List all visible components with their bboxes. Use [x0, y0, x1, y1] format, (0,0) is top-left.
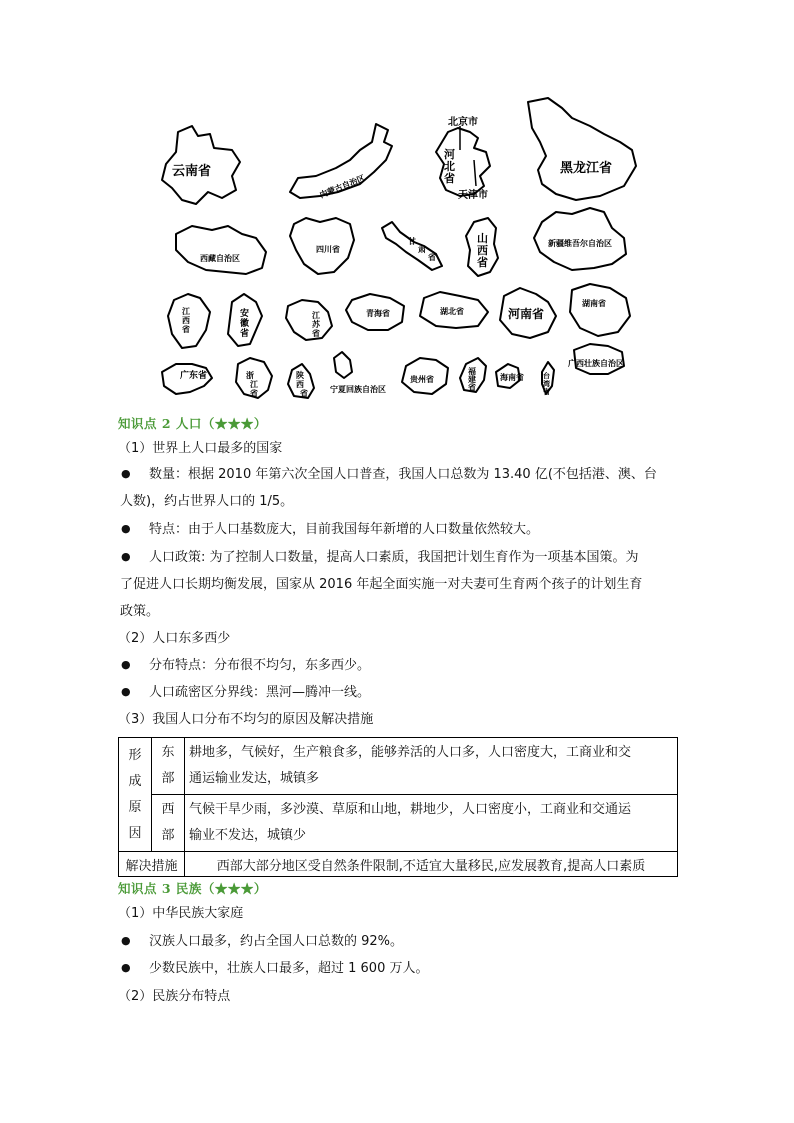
label-hunan: 湖南省	[582, 299, 606, 308]
label-zhejiang-2: 江	[250, 380, 258, 389]
ningxia-shape	[334, 352, 352, 378]
label-jiangxi-2: 西	[182, 316, 190, 325]
hunan-shape	[570, 284, 630, 336]
label-xizang: 西藏自治区	[200, 254, 240, 263]
label-jiangsu-3: 省	[312, 329, 320, 338]
label-xinjiang: 新疆维吾尔自治区	[548, 239, 612, 248]
label-shaanxi-3: 省	[300, 389, 308, 398]
section2-heading: 知识点 2 人口（★★★）	[118, 416, 267, 431]
distribution-feature: 分布特点：分布很不均匀，东多西少。	[149, 658, 371, 673]
label-taiwan-2: 湾	[543, 380, 550, 388]
xizang-shape	[176, 226, 266, 274]
label-guangxi: 广西壮族自治区	[568, 359, 624, 368]
section3-sub2: （2）民族分布特点	[118, 989, 231, 1004]
label-guangdong: 广东省	[180, 371, 208, 381]
section3-heading: 知识点 3 民族（★★★）	[118, 881, 267, 896]
east-description-cell: 耕地多，气候好，生产粮食多，能够养活的人口多，人口密度大，工商业和交 通运输业发达，城镇多	[185, 738, 678, 795]
label-hebei-1: 河	[444, 148, 455, 161]
section2-sub2: （2）人口东多西少	[118, 631, 231, 646]
zhuang-population: 少数民族中，壮族人口最多，超过 1 600 万人。	[149, 961, 429, 976]
label-hubei: 湖北省	[440, 307, 464, 316]
east-label-cell: 东 部	[152, 738, 185, 795]
label-anhui-1: 安	[240, 309, 250, 319]
solution-text-cell: 西部大部分地区受自然条件限制,不适宜大量移民,应发展教育,提高人口素质	[185, 852, 678, 877]
heilongjiang-shape	[528, 98, 636, 200]
population-policy-line2: 了促进人口长期均衡发展，国家从 2016 年起全面实施一对夫妻可生育两个孩子的计划生育	[120, 577, 643, 592]
solution-label-cell: 解决措施	[119, 852, 185, 877]
label-hainan: 海南省	[500, 373, 524, 382]
label-qinghai: 青海省	[366, 309, 390, 318]
label-fujian-3: 省	[468, 383, 476, 392]
label-ningxia: 宁夏回族自治区	[330, 385, 386, 394]
label-tianjin: 天津市	[458, 190, 488, 201]
label-anhui-3: 省	[240, 329, 250, 339]
label-hebei-3: 省	[444, 172, 455, 185]
label-gansu-2: 肃	[418, 245, 426, 254]
population-count-line2: 人数)，约占世界人口的 1/5。	[120, 494, 294, 509]
label-shaanxi-1: 陕	[296, 371, 304, 380]
west-description-cell: 气候干旱少雨，多沙漠、草原和山地，耕地少，人口密度小，工商业和交通运 输业不发达，城镇少	[185, 795, 678, 852]
label-jiangsu-2: 苏	[312, 320, 320, 329]
label-shanxi-3: 省	[477, 256, 488, 269]
label-guizhou: 贵州省	[410, 375, 434, 384]
density-boundary: 人口疏密区分界线：黑河—腾冲一线。	[149, 685, 371, 700]
label-gansu-1: 甘	[408, 237, 416, 246]
han-population: 汉族人口最多，约占全国人口总数的 92%。	[149, 934, 404, 949]
label-neimenggu: 内蒙古自治区	[318, 173, 367, 200]
label-beijing: 北京市	[448, 117, 478, 128]
bullet-icon: ●	[121, 467, 131, 480]
population-reason-table	[118, 737, 678, 877]
bullet-icon: ●	[121, 934, 131, 947]
label-hebei-2: 北	[444, 160, 455, 173]
label-fujian-2: 建	[468, 375, 476, 384]
section3-sub1: （1）中华民族大家庭	[118, 906, 244, 921]
population-policy-line3: 政策。	[120, 604, 160, 619]
label-taiwan-1: 台	[543, 372, 550, 380]
section2-sub1: （1）世界上人口最多的国家	[118, 441, 283, 456]
population-feature: 特点：由于人口基数庞大，目前我国每年新增的人口数量依然较大。	[149, 522, 540, 537]
bullet-icon: ●	[121, 961, 131, 974]
cause-label-cell: 形 成 原 因	[119, 738, 152, 852]
bullet-icon: ●	[121, 522, 131, 535]
west-label-cell: 西 部	[152, 795, 185, 852]
label-jiangxi-3: 省	[182, 325, 190, 334]
label-zhejiang-3: 省	[250, 389, 258, 398]
label-henan: 河南省	[508, 307, 545, 321]
gansu-shape	[382, 222, 442, 270]
bullet-icon: ●	[121, 550, 131, 563]
label-shaanxi-2: 西	[296, 380, 304, 389]
label-taiwan-3: 省	[543, 388, 550, 396]
label-fujian-1: 福	[468, 367, 476, 376]
population-policy-line1: 人口政策: 为了控制人口数量，提高人口素质，我国把计划生育作为一项基本国策。为	[149, 550, 639, 565]
label-zhejiang-1: 浙	[246, 371, 254, 380]
bullet-icon: ●	[121, 685, 131, 698]
label-shanxi-2: 西	[477, 244, 488, 257]
label-heilongjiang: 黑龙江省	[560, 161, 613, 176]
label-jiangxi-1: 江	[182, 307, 190, 316]
section2-sub3: （3）我国人口分布不均匀的原因及解决措施	[118, 712, 374, 727]
jiangsu-shape	[286, 300, 332, 340]
label-shanxi-1: 山	[477, 232, 488, 245]
province-map-grid	[0, 0, 794, 410]
label-gansu-3: 省	[428, 253, 436, 262]
label-yunnan: 云南省	[172, 164, 212, 179]
population-count-line1: 数量：根据 2010 年第六次全国人口普查，我国人口总数为 13.40 亿(不包括港、澳、台	[149, 467, 657, 482]
label-sichuan: 四川省	[316, 245, 340, 254]
bullet-icon: ●	[121, 658, 131, 671]
label-jiangsu-1: 江	[312, 311, 320, 320]
label-anhui-2: 徽	[240, 319, 250, 329]
